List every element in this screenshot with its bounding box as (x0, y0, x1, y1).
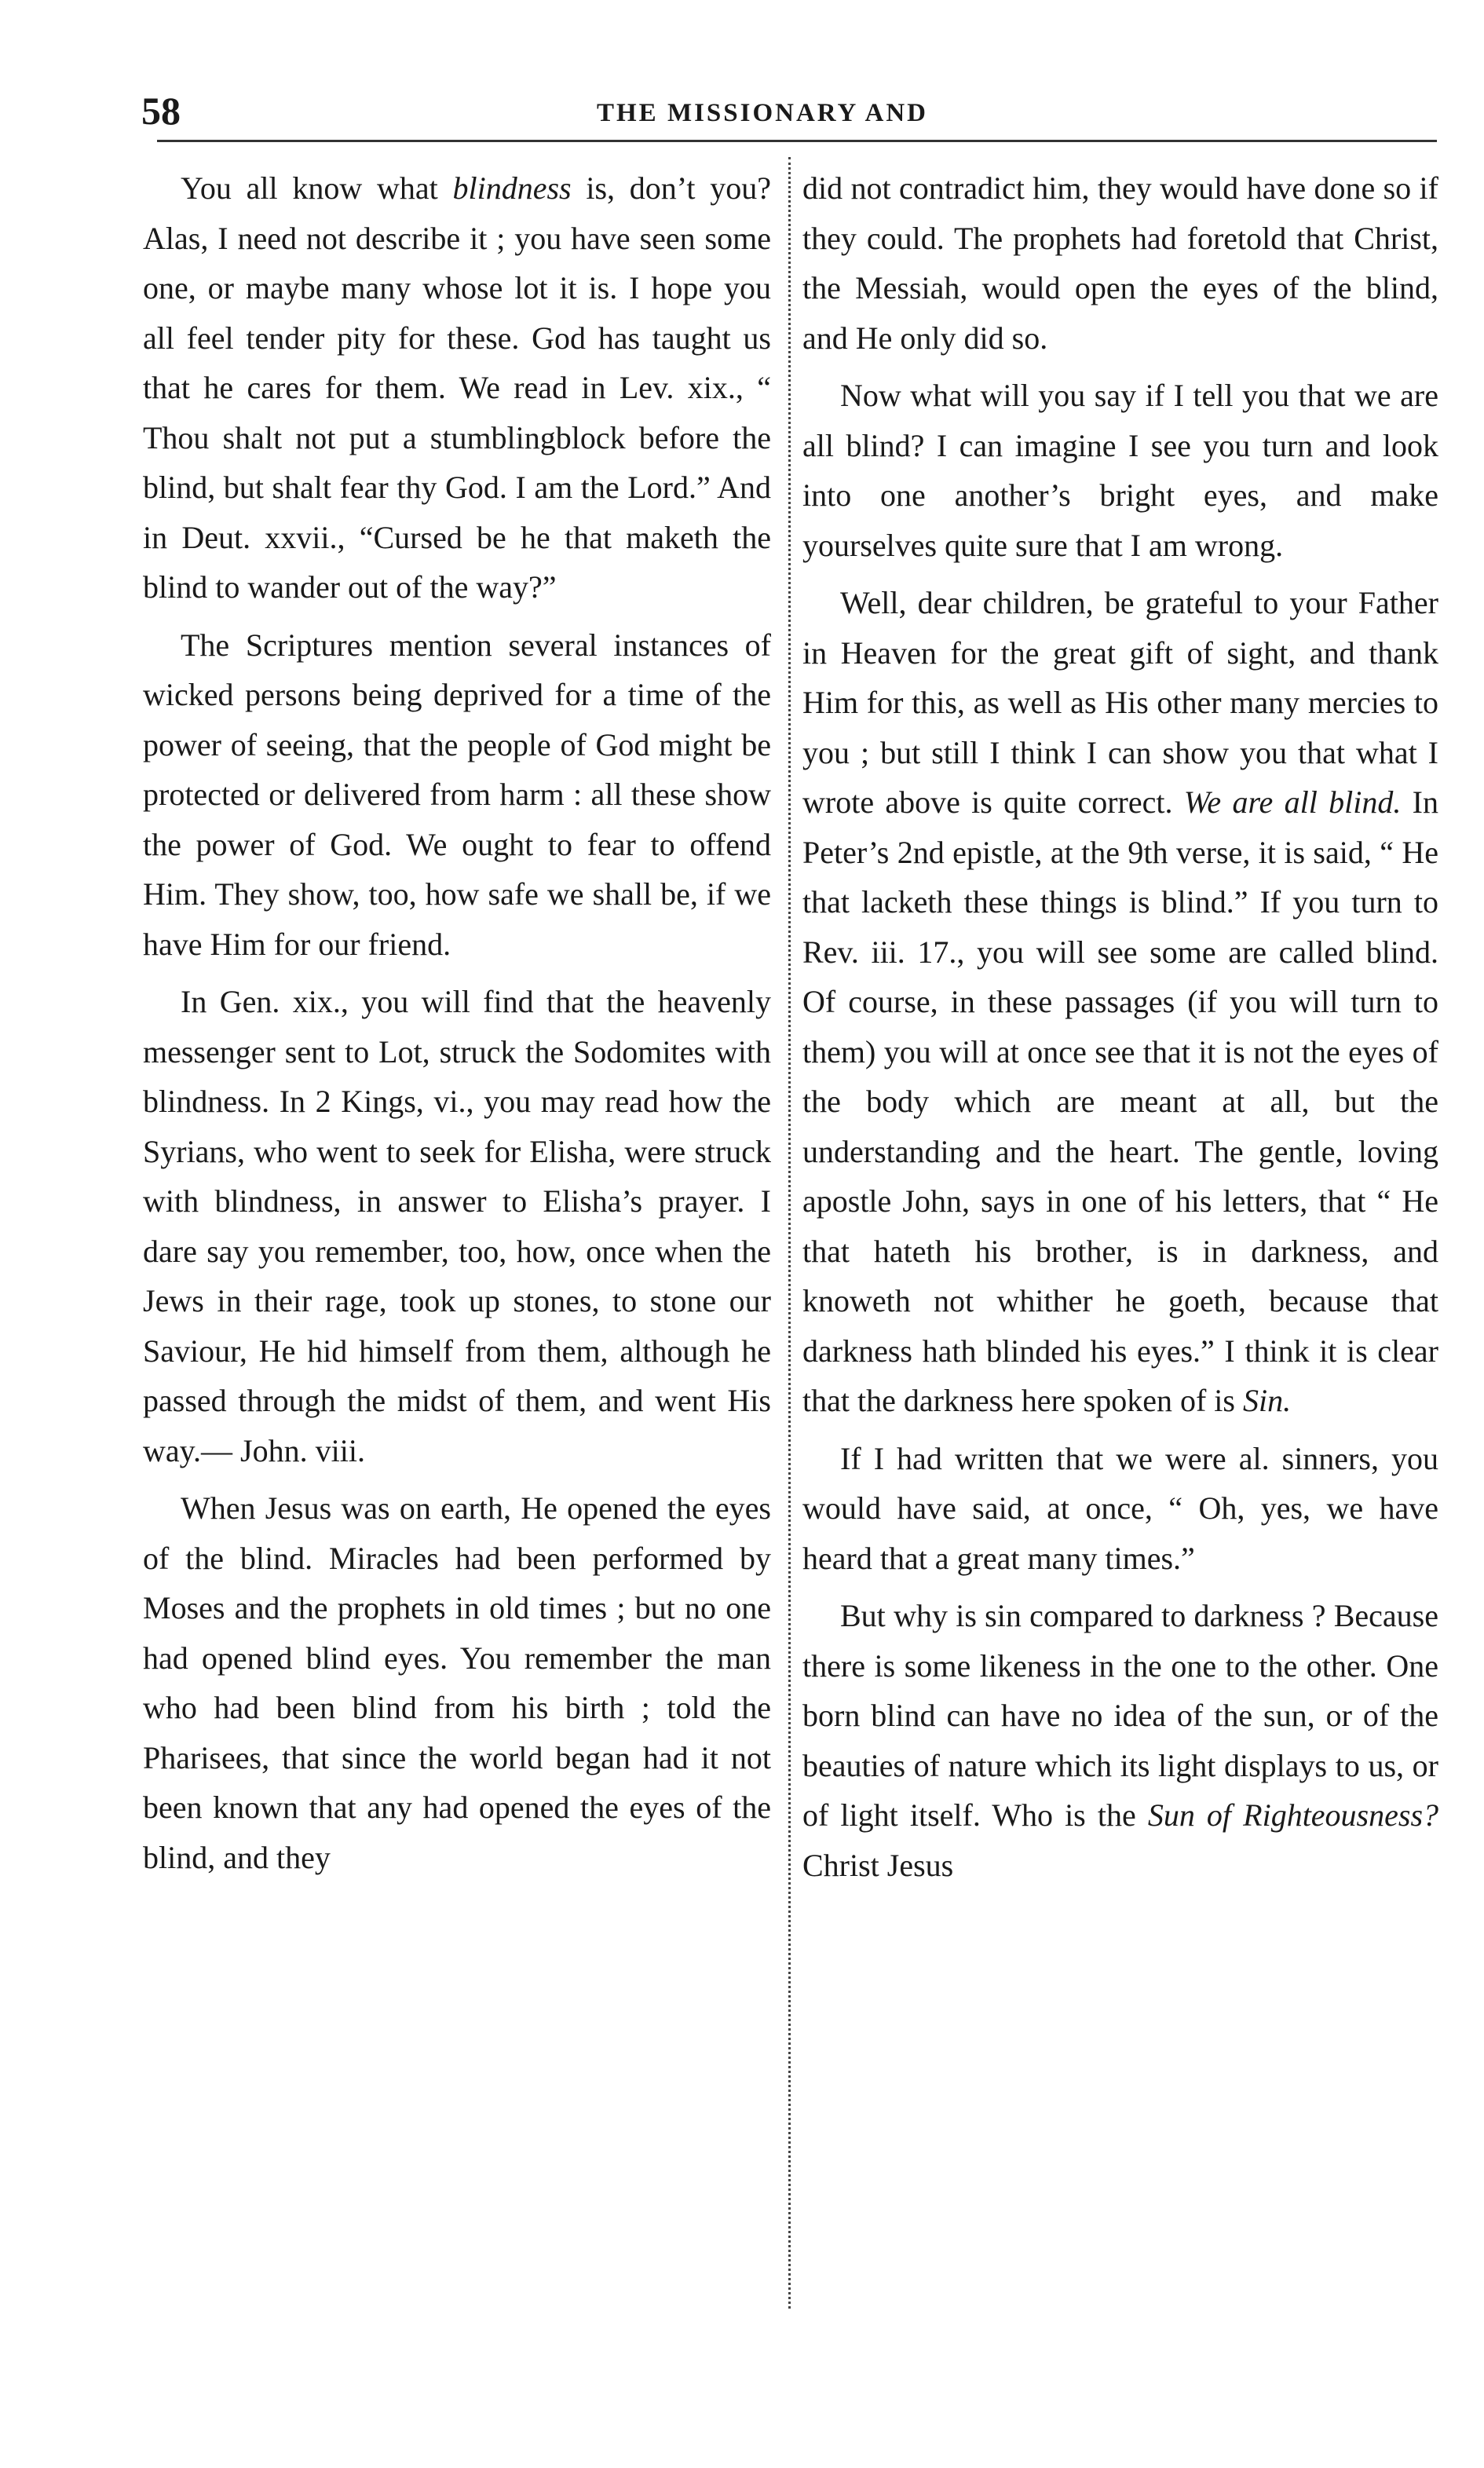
paragraph (802, 1591, 1438, 1890)
paragraph (143, 163, 771, 612)
column-divider (788, 157, 791, 2309)
text-run: Christ Jesus (802, 1847, 954, 1883)
emphasis: Sin. (1242, 1383, 1292, 1418)
text-run: But why is sin compared to darkness ? Because there is some likeness in the one to the other. One born blind can have no idea of the sun, or of the beauties of nature which its light displays to us, or of light itself. Who is the (802, 1598, 1438, 1833)
running-head: THE MISSIONARY AND (597, 99, 929, 127)
paragraph: When Jesus was on earth, He opened the eyes of the blind. Miracles had been performed by Moses and the prophets in old times ; but no one had opened blind eyes. You remember the man who had been blind from his birth ; told the Pharisees, that since the world began had it not been known that any had opened the eyes of the blind, and they (143, 1490, 771, 1875)
left-column (143, 163, 771, 1890)
paragraph: In Gen. xix., you will find that the heavenly messenger sent to Lot, struck the Sodomites with blindness. In 2 Kings, vi., you may read how the Syrians, who went to seek for Elisha, were struck with blindness, in answer to Elisha’s prayer. I dare say you remember, too, how, once when the Jews in their rage, took up stones, to stone our Saviour, He hid himself from them, although he passed through the midst of them, and went His way.— John. viii. (143, 984, 771, 1468)
right-column (802, 163, 1438, 1898)
emphasis: blindness (452, 170, 572, 206)
paragraph (802, 578, 1438, 1426)
emphasis: We are all blind. (1183, 784, 1402, 820)
emphasis: Sun of Righteousness? (1147, 1797, 1439, 1833)
page-header (141, 88, 1437, 135)
text-run: You all know what (181, 170, 453, 206)
header-rule (157, 140, 1437, 142)
paragraph: did not contradict him, they would have done so if they could. The prophets had foretold that Christ, the Messiah, would open the eyes of the blind, and He only did so. (802, 170, 1438, 356)
text-run: is, don’t you? Alas, I need not describe it ; you have seen some one, or maybe many whose lot it is. I hope you all feel tender pity for these. God has taught us that he cares for them. We read in Lev. xix., “ Thou shalt not put a stumblingblock before the blind, but shalt fear thy God. I am the Lord.” And in Deut. xxvii., “Cursed be he that maketh the blind to wander out of the way?” (143, 170, 771, 605)
text-run: Well, dear children, be grateful to your Father in Heaven for the great gift of sight, and thank Him for this, as well as His other many mercies to you ; but still I think I can show you that what I wrote above is quite correct. (802, 585, 1438, 820)
paragraph: If I had written that we were al. sinners, you would have said, at once, “ Oh, yes, we have heard that a great many times.” (802, 1440, 1438, 1576)
paragraph: The Scriptures mention several instances of wicked persons being deprived for a time of the power of seeing, that the people of God might be protected or delivered from harm : all these show the power of God. We ought to fear to offend Him. They show, too, how safe we shall be, if we have Him for our friend. (143, 627, 771, 962)
page-number: 58 (141, 89, 181, 133)
paragraph: Now what will you say if I tell you that we are all blind? I can imagine I see you turn and look into one another’s bright eyes, and make yourselves quite sure that I am wrong. (802, 378, 1438, 563)
text-run: In Peter’s 2nd epistle, at the 9th verse, it is said, “ He that lacketh these things is blind.” If you turn to Rev. iii. 17., you will see some are called blind. Of course, in these passages (if you will turn to them) you will at once see that it is not the eyes of the body which are meant at all, but the understanding and the heart. The gentle, loving apostle John, says in one of his letters, that “ He that hateth his brother, is in darkness, and knoweth not whither he goeth, because that darkness hath blinded his eyes.” I think it is clear that the darkness here spoken of is (802, 784, 1438, 1418)
